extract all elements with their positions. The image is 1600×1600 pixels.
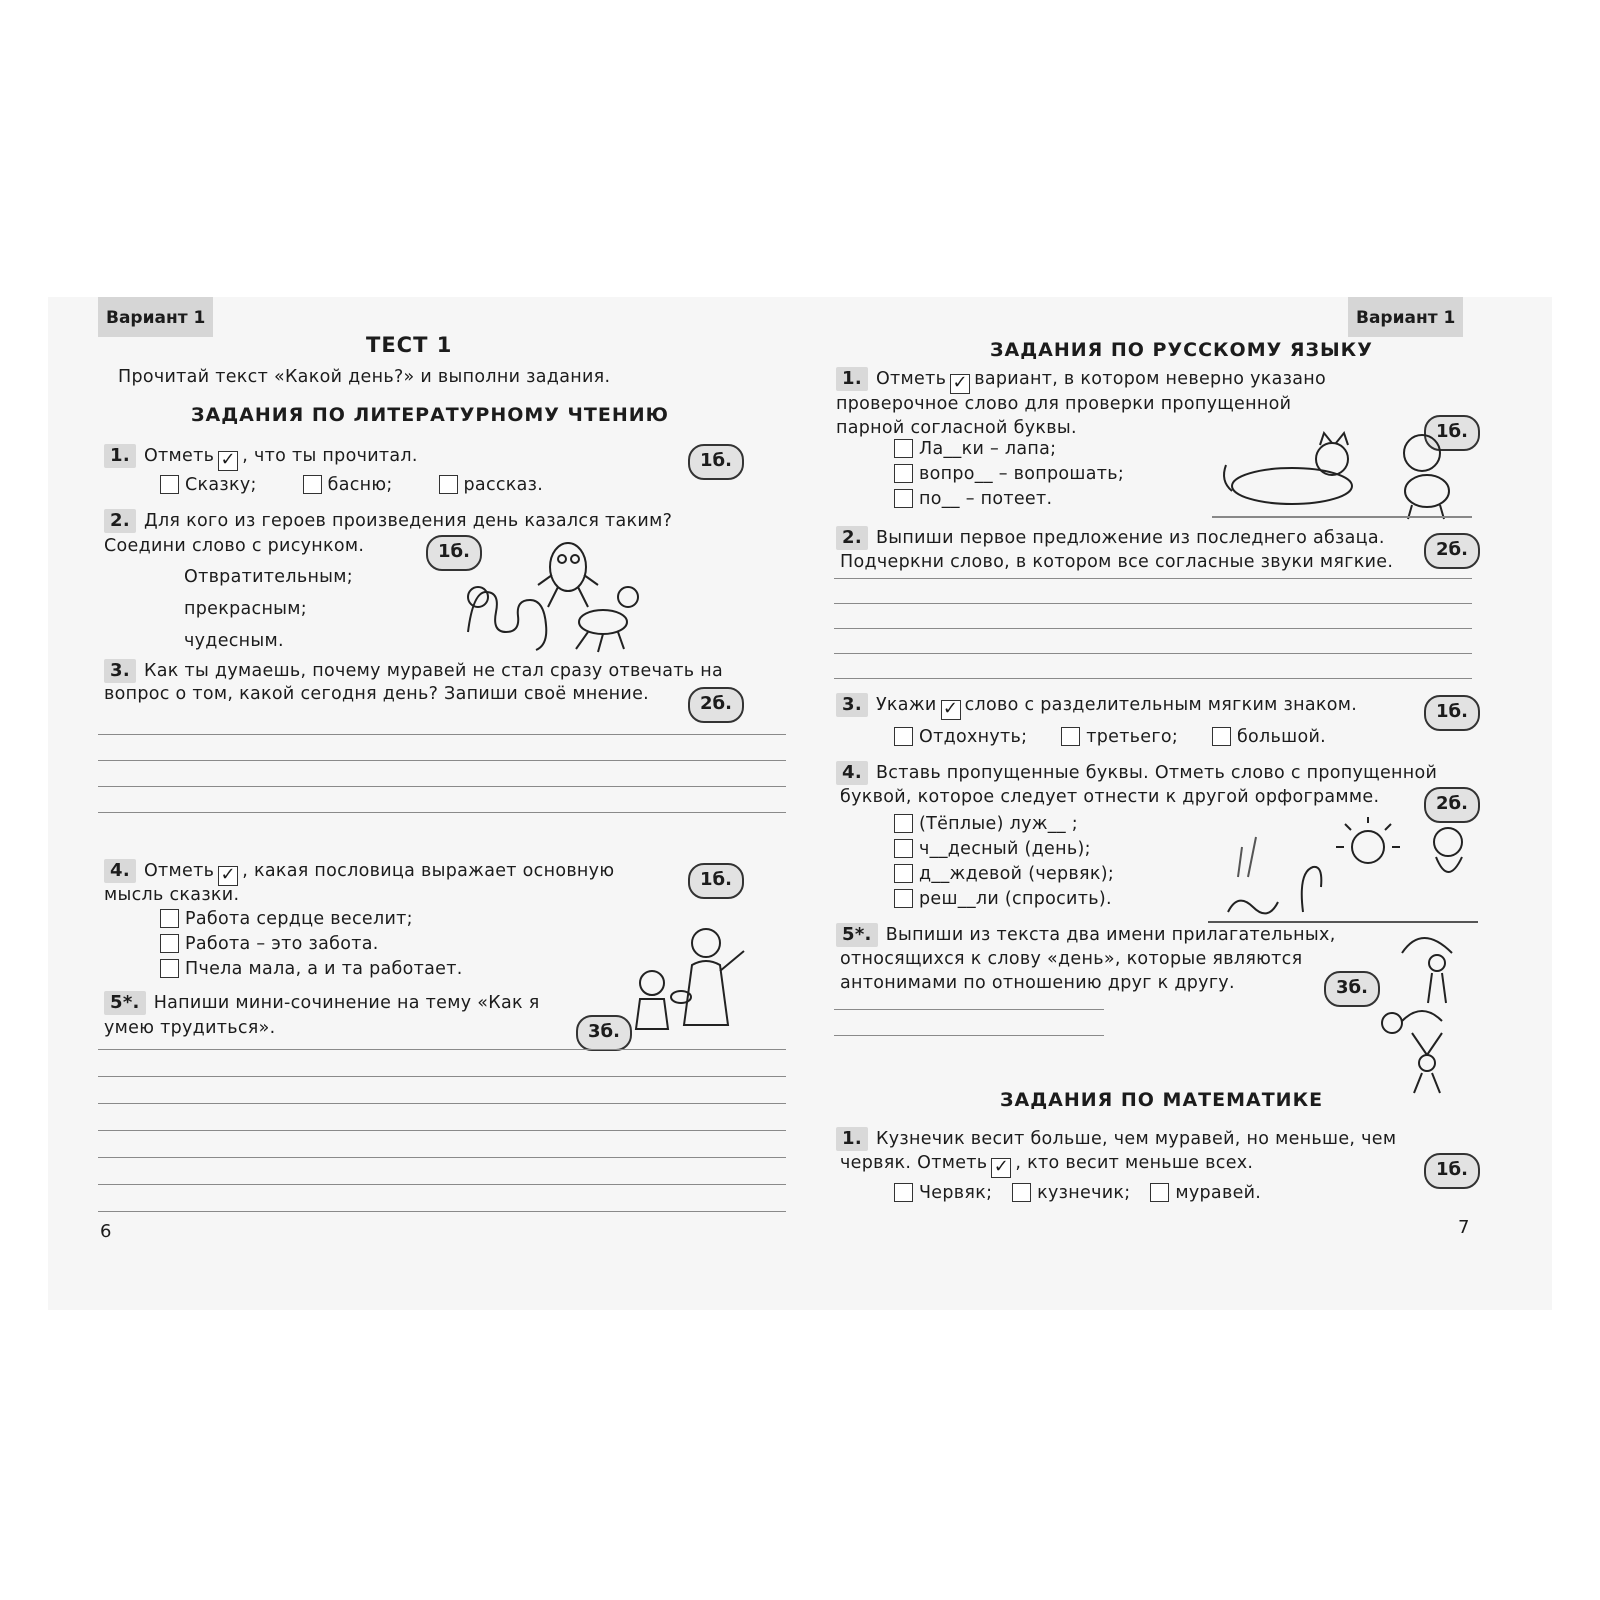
option-list <box>894 1181 1261 1205</box>
math-question-1 <box>836 1127 1396 1151</box>
checkbox[interactable] <box>439 475 458 494</box>
option-list <box>894 725 1326 749</box>
checkbox[interactable] <box>1061 727 1080 746</box>
points-badge: 1б. <box>1424 415 1480 451</box>
question-4 <box>836 761 1437 785</box>
option-label: д__ждевой (червяк); <box>919 864 1115 884</box>
points-badge: 1б. <box>1424 1153 1480 1189</box>
question-text: Отметь <box>143 861 215 881</box>
insects-illustration-icon <box>448 537 648 657</box>
question-2 <box>836 526 1385 550</box>
checkbox[interactable] <box>894 439 913 458</box>
question-3 <box>104 659 723 683</box>
question-text: Как ты думаешь, почему муравей не стал сразу отвечать на <box>143 661 724 681</box>
points-badge: 3б. <box>576 1015 632 1051</box>
checkbox[interactable] <box>894 814 913 833</box>
points-badge: 3б. <box>1324 971 1380 1007</box>
question-text: Отметь <box>875 369 947 389</box>
option-label: кузнечик; <box>1037 1183 1131 1203</box>
answer-line <box>98 812 786 813</box>
answer-line <box>834 1009 1104 1010</box>
answer-line <box>98 1076 786 1077</box>
page-number: 7 <box>1458 1217 1470 1238</box>
check-icon: ✓ <box>218 866 238 886</box>
question-text: Для кого из героев произведения день казался таким? <box>143 511 673 531</box>
question-number: 4. <box>104 859 136 883</box>
question-text: , что ты прочитал. <box>242 446 418 466</box>
question-number: 3. <box>836 693 868 717</box>
option-label: Отдохнуть; <box>919 727 1028 747</box>
question-text: Выпиши первое предложение из последнего абзаца. <box>875 528 1385 548</box>
option-list <box>160 473 543 497</box>
check-icon: ✓ <box>941 700 961 720</box>
option-row <box>894 437 1056 461</box>
option-row <box>160 907 413 931</box>
option-row <box>160 932 379 956</box>
question-text: Вставь пропущенные буквы. Отметь слово с пропущенной <box>875 763 1438 783</box>
checkbox[interactable] <box>894 464 913 483</box>
question-text: , какая пословица выражает основную <box>242 861 615 881</box>
question-number: 1. <box>104 444 136 468</box>
answer-line <box>98 760 786 761</box>
option-row <box>894 462 1124 486</box>
question-number: 3. <box>104 659 136 683</box>
option-label: рассказ. <box>463 475 544 495</box>
question-number: 5*. <box>104 991 146 1015</box>
question-text: проверочное слово для проверки пропущенной <box>836 394 1292 414</box>
question-text: вариант, в котором неверно указано <box>974 369 1326 389</box>
page-number: 6 <box>100 1221 112 1242</box>
points-badge: 2б. <box>1424 533 1480 569</box>
checkbox[interactable] <box>1150 1183 1169 1202</box>
option-row <box>894 837 1091 861</box>
option-row <box>894 487 1052 511</box>
answer-line <box>98 1157 786 1158</box>
points-badge: 1б. <box>426 535 482 571</box>
question-3 <box>836 693 1357 720</box>
answer-line <box>98 1130 786 1131</box>
question-text: Отметь <box>143 446 215 466</box>
question-text: червяк. Отметь <box>840 1153 988 1173</box>
question-text: антонимами по отношению друг к другу. <box>840 973 1235 993</box>
check-icon: ✓ <box>991 1158 1011 1178</box>
points-badge: 1б. <box>688 444 744 480</box>
check-icon: ✓ <box>950 374 970 394</box>
question-number: 2. <box>836 526 868 550</box>
checkbox[interactable] <box>1212 727 1231 746</box>
answer-line <box>834 653 1472 654</box>
option-label: Работа сердце веселит; <box>185 909 413 929</box>
question-text: мысль сказки. <box>104 885 240 905</box>
word-item: Отвратительным; <box>184 567 353 587</box>
section-title-math: ЗАДАНИЯ ПО МАТЕМАТИКЕ <box>1000 1089 1324 1111</box>
question-5 <box>104 991 540 1015</box>
question-text: Соедини слово с рисунком. <box>104 536 365 556</box>
option-label: Пчела мала, а и та работает. <box>185 959 463 979</box>
answer-line <box>98 734 786 735</box>
checkbox[interactable] <box>160 475 179 494</box>
intro-text: Прочитай текст «Какой день?» и выполни задания. <box>118 367 611 387</box>
option-label: Червяк; <box>919 1183 993 1203</box>
question-number: 1. <box>836 367 868 391</box>
checkbox[interactable] <box>160 959 179 978</box>
question-number: 1. <box>836 1127 868 1151</box>
option-row <box>894 862 1114 886</box>
points-badge: 2б. <box>1424 787 1480 823</box>
left-page <box>48 297 800 1310</box>
answer-line <box>98 1184 786 1185</box>
girls-illustration-icon <box>626 925 756 1035</box>
cat-and-puppy-illustration-icon <box>1212 431 1472 521</box>
checkbox[interactable] <box>894 489 913 508</box>
answer-line <box>98 786 786 787</box>
variant-label: Вариант 1 <box>98 297 213 337</box>
checkbox[interactable] <box>894 727 913 746</box>
question-text: Укажи <box>875 695 937 715</box>
answer-line <box>98 1211 786 1212</box>
checkbox[interactable] <box>894 864 913 883</box>
points-badge: 1б. <box>688 863 744 899</box>
question-text: парной согласной буквы. <box>836 418 1077 438</box>
right-page <box>800 297 1552 1310</box>
answer-line <box>834 678 1472 679</box>
children-playing-illustration-icon <box>1382 923 1502 1103</box>
question-2 <box>104 509 672 533</box>
answer-line <box>98 1103 786 1104</box>
question-number: 2. <box>104 509 136 533</box>
question-number: 5*. <box>836 923 878 947</box>
question-text: относящихся к слову «день», которые являются <box>840 949 1303 969</box>
question-text: умею трудиться». <box>104 1018 276 1038</box>
question-5 <box>836 923 1336 947</box>
section-title-russian: ЗАДАНИЯ ПО РУССКОМУ ЯЗЫКУ <box>990 339 1373 361</box>
question-text: слово с разделительным мягким знаком. <box>964 695 1358 715</box>
checkbox[interactable] <box>1012 1183 1031 1202</box>
option-label: реш__ли (спросить). <box>919 889 1112 909</box>
question-text: , кто весит меньше всех. <box>1015 1153 1254 1173</box>
word-item: прекрасным; <box>184 599 307 619</box>
option-label: басню; <box>327 475 393 495</box>
question-text: вопрос о том, какой сегодня день? Запиши своё мнение. <box>104 684 649 704</box>
checkbox[interactable] <box>894 889 913 908</box>
question-text: Кузнечик весит больше, чем муравей, но меньше, чем <box>875 1129 1397 1149</box>
section-title-literature: ЗАДАНИЯ ПО ЛИТЕРАТУРНОМУ ЧТЕНИЮ <box>191 404 669 426</box>
question-text: буквой, которое следует отнести к другой орфограмме. <box>840 787 1380 807</box>
answer-line <box>834 1035 1104 1036</box>
word-item: чудесным. <box>184 631 284 651</box>
option-label: вопро__ – вопрошать; <box>919 464 1125 484</box>
points-badge: 2б. <box>688 687 744 723</box>
sun-and-worms-illustration-icon <box>1208 817 1478 927</box>
option-label: Ла__ки – лапа; <box>919 439 1057 459</box>
option-row <box>894 812 1078 836</box>
option-label: большой. <box>1236 727 1326 747</box>
checkbox[interactable] <box>303 475 322 494</box>
checkbox[interactable] <box>894 839 913 858</box>
option-label: Работа – это забота. <box>185 934 379 954</box>
option-label: муравей. <box>1175 1183 1262 1203</box>
option-label: ч__десный (день); <box>919 839 1091 859</box>
question-text: Выпиши из текста два имени прилагательных, <box>885 925 1336 945</box>
question-text: Напиши мини-сочинение на тему «Как я <box>153 993 540 1013</box>
checkbox[interactable] <box>160 909 179 928</box>
option-row <box>894 887 1112 911</box>
question-text-row <box>840 1151 1253 1178</box>
variant-label: Вариант 1 <box>1348 297 1463 337</box>
option-row <box>160 957 463 981</box>
checkbox[interactable] <box>160 934 179 953</box>
question-number: 4. <box>836 761 868 785</box>
option-label: Сказку; <box>185 475 257 495</box>
points-badge: 1б. <box>1424 695 1480 731</box>
option-label: (Тёплые) луж__ ; <box>919 814 1078 834</box>
option-label: третьего; <box>1086 727 1179 747</box>
check-icon: ✓ <box>218 451 238 471</box>
answer-line <box>834 603 1472 604</box>
answer-line <box>834 578 1472 579</box>
question-text: Подчеркни слово, в котором все согласные звуки мягкие. <box>840 552 1394 572</box>
answer-line <box>98 1049 786 1050</box>
test-title: ТЕСТ 1 <box>366 333 453 357</box>
checkbox[interactable] <box>894 1183 913 1202</box>
answer-line <box>834 628 1472 629</box>
question-1 <box>104 444 418 471</box>
question-1 <box>836 367 1326 394</box>
option-label: по__ – потеет. <box>919 489 1053 509</box>
question-4 <box>104 859 614 886</box>
